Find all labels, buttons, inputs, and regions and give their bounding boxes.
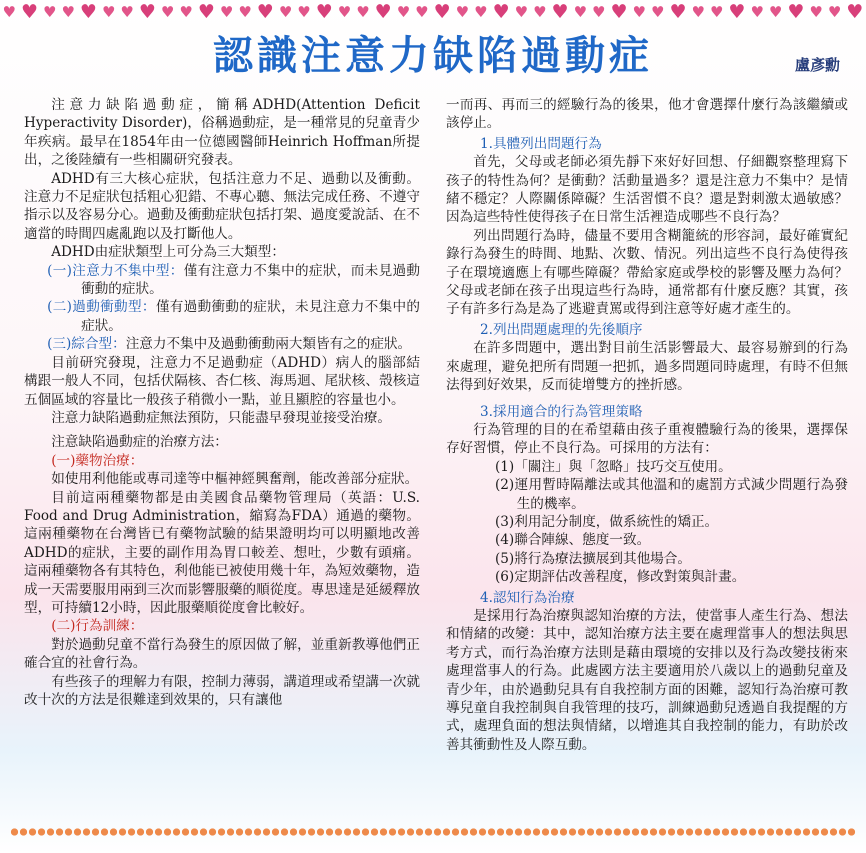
heart-icon: ♥ <box>315 1 333 23</box>
cbt-paragraph: 是採用行為治療與認知治療的方法，使當事人產生行為、想法和情緒的改變：其中，認知治療方法主要在處理當事人的想法與思考方式，而行為治療方法則是藉由環境的安排以及行為改變技術來處理當事人的行為。此處國方法主要適用於八歲以上的過動兒童及青少年，由於過動兒具有自我控制方面的困難，認知行為治療可教導兒童自我控制與自我管理的技巧，訓練過動兒透過自我提醒的方式，處理負面的想法與情緒，以增進其自我控制的能力，有助於改善其衝動性及人際互動。 <box>446 607 848 753</box>
subheading-priority: 2.列出問題處理的先後順序 <box>480 321 643 338</box>
heart-icon: ♥ <box>415 3 429 21</box>
heart-icon: ♥ <box>433 1 451 23</box>
heart-icon: ♥ <box>120 3 134 21</box>
heart-icon: ♥ <box>219 3 234 21</box>
heart-icon: ♥ <box>728 1 746 23</box>
subheading-cbt: 4.認知行為治療 <box>480 589 575 606</box>
heart-icon: ♥ <box>474 3 488 21</box>
author-name: 盧彥勳 <box>794 56 840 74</box>
heart-icon: ♥ <box>396 3 411 21</box>
subheading-list-problems: 1.具體列出問題行為 <box>480 135 602 152</box>
heart-icon: ♥ <box>592 3 606 21</box>
priority-paragraph: 在許多問題中，選出對目前生活影響最大、最容易辦到的行為來處理，避免把所有問題一把抓，過多問題同時處理，有時不但無法得到好效果，反而徒增雙方的挫折感。 <box>446 340 848 394</box>
strategy-paragraph: 行為管理的目的在希望藉由孩子重複體驗行為的後果，選擇保存好習慣，停止不良行為。可採用的方法有： <box>446 421 848 457</box>
heart-icon: ♥ <box>2 3 16 21</box>
left-column <box>24 96 420 709</box>
prevention-paragraph: 注意力缺陷過動症無法預防，只能盡早發現並接受治療。 <box>51 409 392 426</box>
treatment-intro: 注意缺陷過動症的治療方法： <box>51 434 228 451</box>
heart-icon: ♥ <box>827 3 842 21</box>
heart-icon: ♥ <box>20 1 38 23</box>
medication-paragraph: 如使用利他能或專司達等中樞神經興奮劑，能改善部分症狀。 <box>51 471 419 488</box>
method-item: (4)聯合陣線、態度一致。 <box>494 532 651 549</box>
heart-icon: ♥ <box>455 3 470 21</box>
fda-paragraph: 目前這兩種藥物都是由美國食品藥物管理局（英語：U.S. Food and Drug Administration，縮寫為FDA）通過的藥物。這兩種藥物在台灣皆已有藥物試驗的結果證明均可以明顯地改善ADHD的症狀，主要的副作用為胃口較差、想吐，少數有頭痛。這兩種藥物各有其特色，利他能已被使用幾十年，為短效藥物，造成一天需要服用兩到三次而影響服藥的順從度。專思達是延緩釋放型，可持續12小時，因此服藥順從度會比較好。 <box>24 489 420 616</box>
type-tag: (一)注意力不集中型： <box>47 262 184 279</box>
method-item: (6)定期評估改善程度，修改對策與計畫。 <box>494 569 746 586</box>
method-item: (1)「關注」與「忽略」技巧交互使用。 <box>494 458 732 475</box>
type-text: 僅有注意力不集中的症狀，而未見過動衝動的症狀。 <box>81 262 421 298</box>
method-item: (5)將行為療法擴展到其他場合。 <box>494 550 691 567</box>
type-item <box>24 298 420 335</box>
heart-icon: ♥ <box>691 3 705 21</box>
heart-icon: ♥ <box>197 1 215 23</box>
heart-icon: ♥ <box>650 3 665 21</box>
heart-icon: ♥ <box>533 3 547 21</box>
heart-icon: ♥ <box>61 3 75 21</box>
heart-icon: ♥ <box>632 3 646 21</box>
heart-icon: ♥ <box>846 1 864 23</box>
record-paragraph: 列出問題行為時，儘量不要用含糊籠統的形容詞，最好確實紀錄行為發生的時間、地點、次數、情況。列出這些不良行為使得孩子在環境適應上有哪些障礙？帶給家庭或學校的影響及壓力為何？父母或老師在孩子出現這些行為時，通常都有什麼反應？其實，孩子有許多行為是為了逃避責罵或得到注意等好處才產生的。 <box>446 227 848 318</box>
heart-icon: ♥ <box>551 1 569 23</box>
type-tag: (三)綜合型： <box>47 336 126 353</box>
heart-icon: ♥ <box>514 3 529 21</box>
continued-paragraph: 一而再、再而三的經驗行為的後果，他才會選擇什麼行為該繼續或該停止。 <box>446 97 848 132</box>
heart-icon: ♥ <box>610 1 628 23</box>
method-item: (3)利用記分制度，做系統性的矯正。 <box>494 513 719 530</box>
heart-icon: ♥ <box>337 3 352 21</box>
observe-paragraph: 首先，父母或老師必須先靜下來好好回想、仔細觀察整理寫下孩子的特性為何？是衝動？活動量過多？還是注意力不集中？是情緒不穩定？人際關係障礙？生活習慣不良？還是對刺激太過敏感？因為這些特性使得孩子在日常生活裡造成哪些不良行為？ <box>446 154 848 226</box>
heart-icon: ♥ <box>768 3 783 21</box>
heart-icon: ♥ <box>101 3 116 21</box>
heart-icon: ♥ <box>374 1 392 23</box>
types-intro: ADHD由症狀類型上可分為三大類型： <box>51 244 285 261</box>
right-column <box>446 96 848 754</box>
type-text: 僅有過動衝動的症狀，未見注意力不集中的症狀。 <box>81 299 421 334</box>
heart-icon: ♥ <box>709 3 724 21</box>
method-item: (2)運用暫時隔離法或其他溫和的處罰方式減少問題行為發生的機率。 <box>494 477 848 512</box>
behavior-paragraph: 對於過動兒童不當行為發生的原因做了解，並重新教導他們正確合宜的社會行為。 <box>24 636 420 672</box>
symptoms-paragraph: ADHD有三大核心症狀，包括注意力不足、過動以及衝動。注意力不足症狀包括粗心犯錯、不專心聽、無法完成任務、不遵守指示以及容易分心。過動及衝動症狀包括打架、過度愛說話、在不適當的時間四處亂跑以及打斷他人。 <box>24 170 420 242</box>
dotted-border <box>10 826 856 838</box>
heart-icon: ♥ <box>787 1 805 23</box>
heart-icon: ♥ <box>356 3 370 21</box>
heart-icon: ♥ <box>138 1 156 23</box>
heart-icon: ♥ <box>79 1 97 23</box>
behavior-paragraph-2: 有些孩子的理解力有限，控制力薄弱，講道理或希望講一次就改十次的方法是很難達到效果的，只有讓他 <box>24 673 420 708</box>
section-heading-behavior: (二)行為訓練： <box>51 618 144 635</box>
type-text: 注意力不集中及過動衝動兩大類皆有之的症狀。 <box>125 336 412 353</box>
brain-paragraph: 目前研究發現，注意力不足過動症（ADHD）病人的腦部結構跟一般人不同，包括伏隔核、杏仁核、海馬迴、尾狀核、殼核這五個區域的容量比一般孩子稍微小一點，並且顯腔的容量也小。 <box>24 354 420 408</box>
section-heading-medication: (一)藥物治療： <box>51 452 144 469</box>
heart-icon: ♥ <box>43 3 57 21</box>
heart-icon: ♥ <box>492 1 510 23</box>
heart-icon: ♥ <box>160 3 175 21</box>
heart-icon: ♥ <box>297 3 311 21</box>
heart-icon: ♥ <box>278 3 293 21</box>
intro-paragraph: 注意力缺陷過動症，簡稱ADHD(Attention Deficit Hyperactivity Disorder)，俗稱過動症，是一種常見的兒童青少年疾病。最早在1854年由一位德國醫師Heinrich Hoffman所提出，之後陸續有一些相關研究發表。 <box>24 97 420 169</box>
heart-border <box>0 0 866 24</box>
type-item <box>24 335 420 353</box>
heart-icon: ♥ <box>179 3 193 21</box>
heart-icon: ♥ <box>238 3 252 21</box>
page-title: 認識注意力缺陷過動症 <box>213 33 653 79</box>
heart-icon: ♥ <box>256 1 274 23</box>
type-item <box>24 262 420 299</box>
heart-icon: ♥ <box>750 3 764 21</box>
heart-icon: ♥ <box>669 1 687 23</box>
heart-icon: ♥ <box>573 3 588 21</box>
type-tag: (二)過動衝動型： <box>47 299 156 316</box>
subheading-strategy: 3.採用適合的行為管理策略 <box>480 403 643 420</box>
heart-icon: ♥ <box>809 3 823 21</box>
